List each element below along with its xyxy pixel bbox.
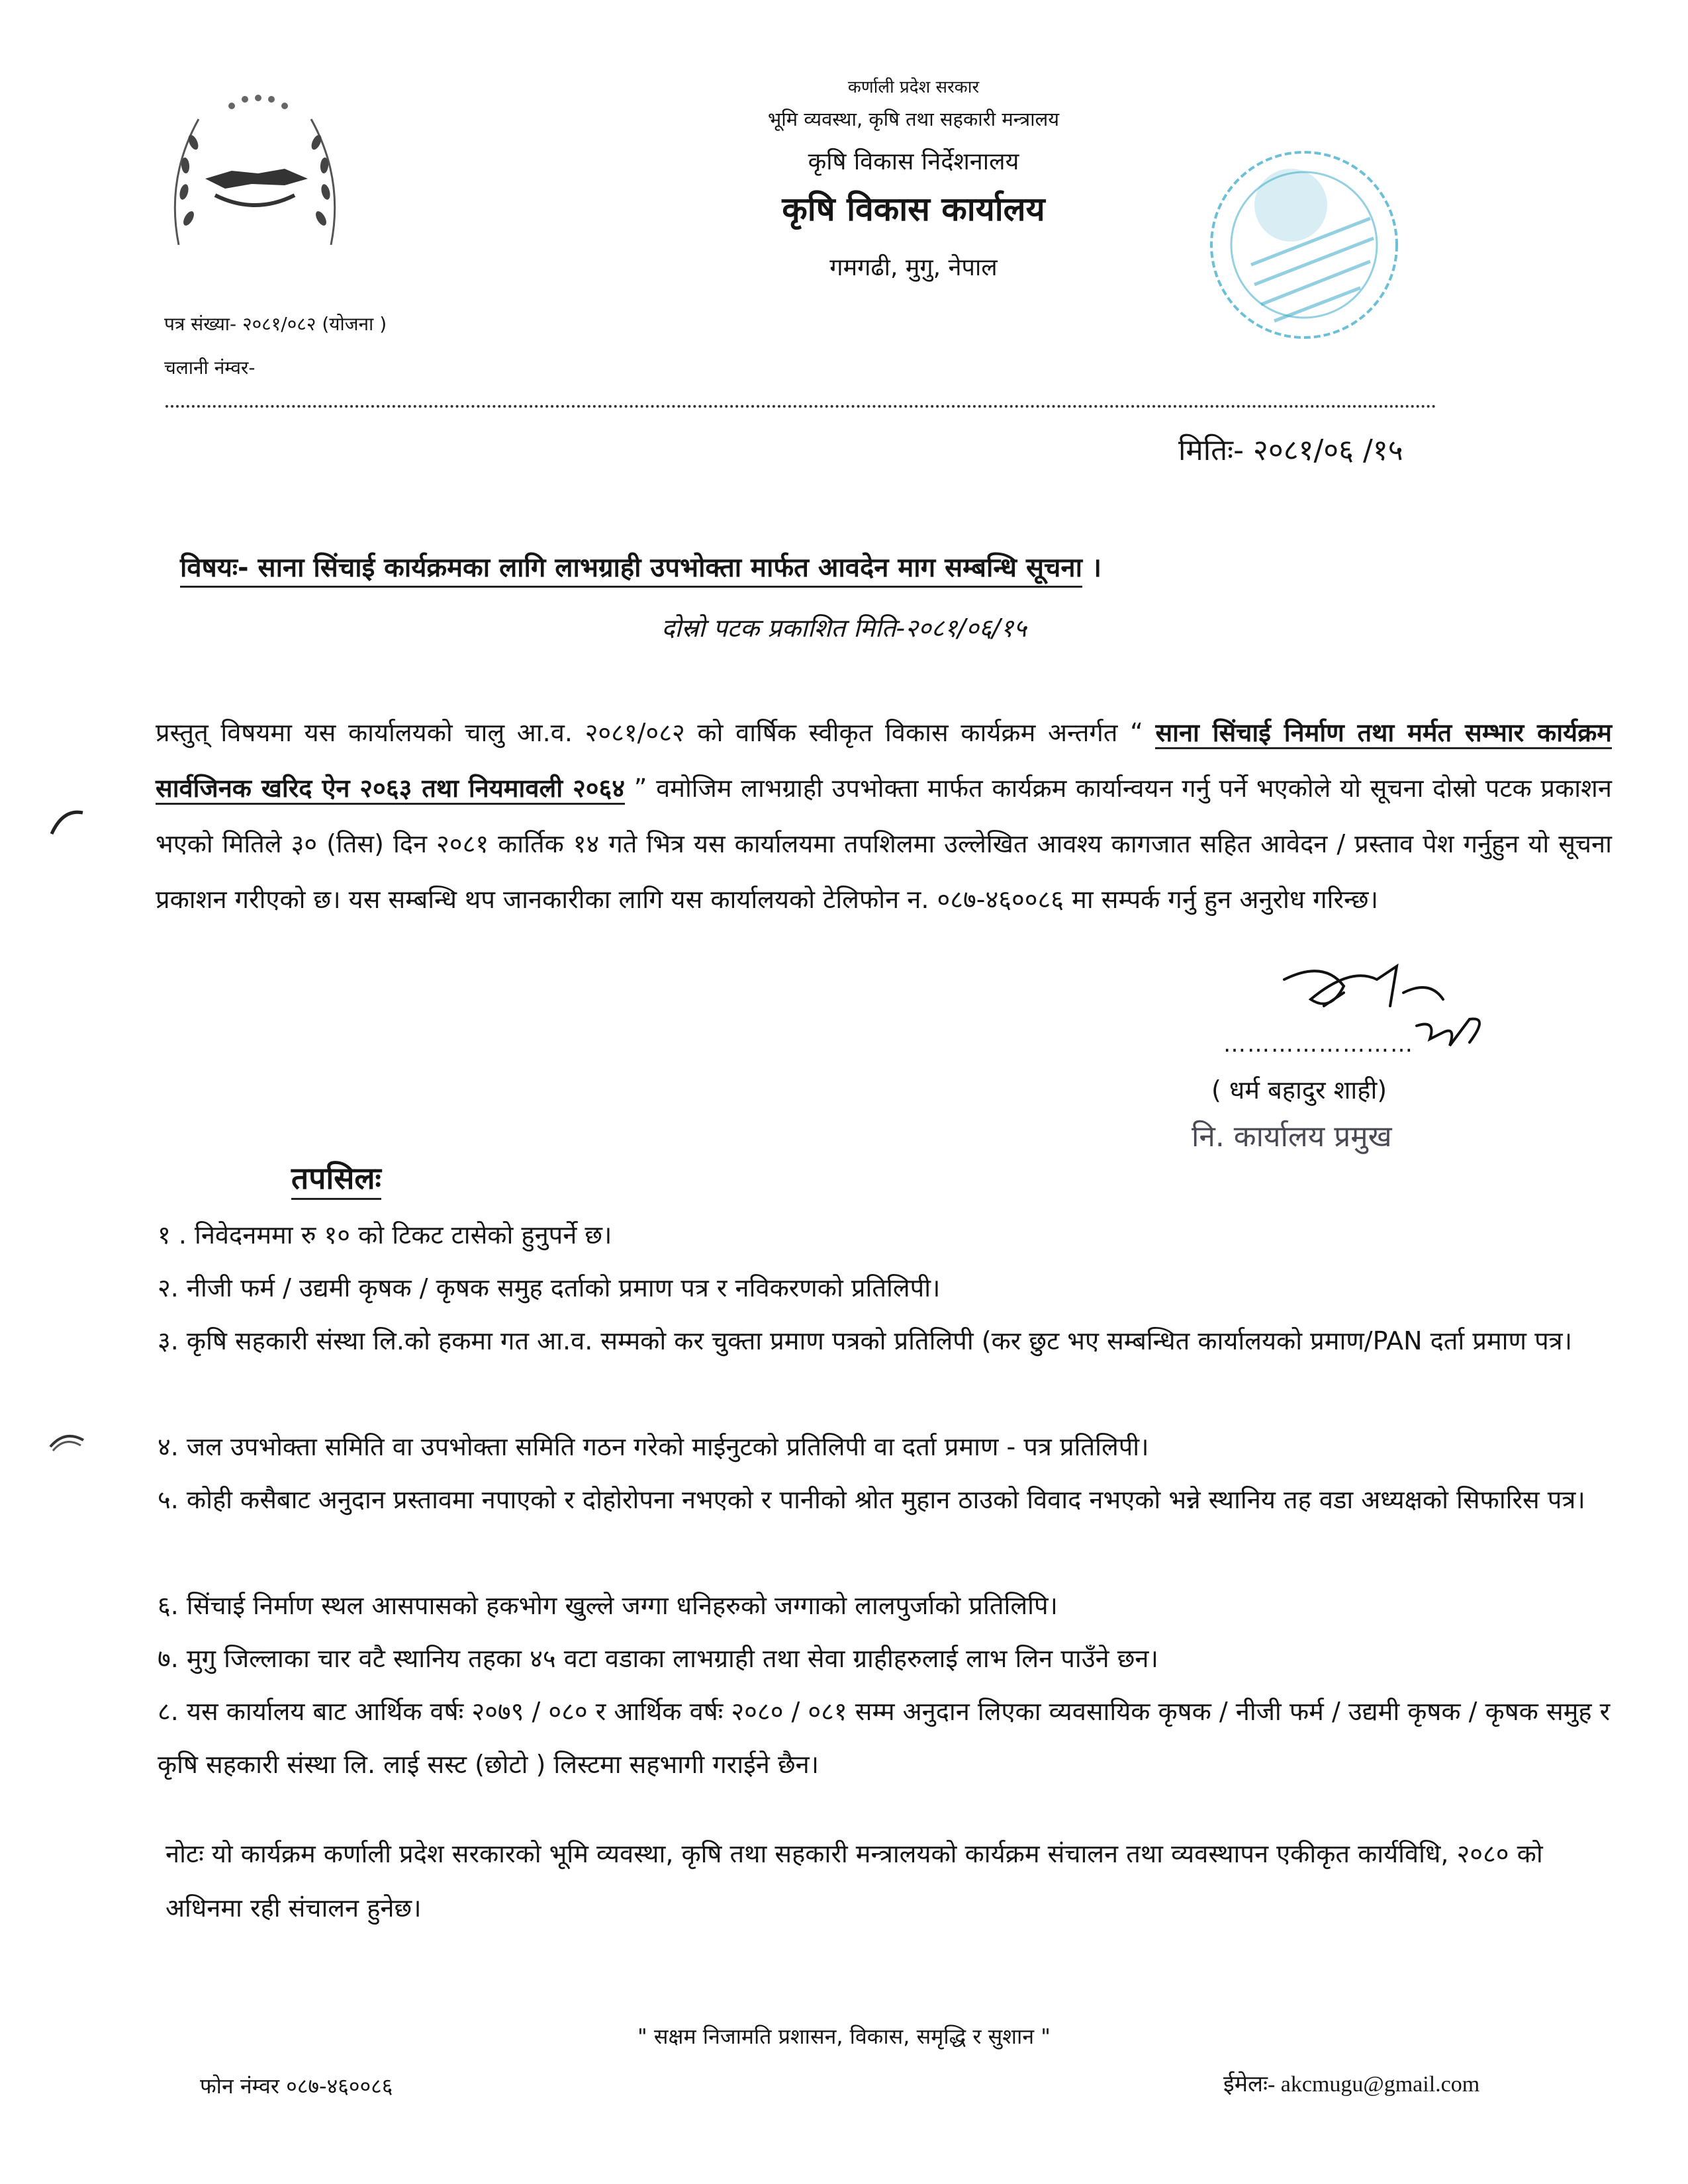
list-item: ८. यस कार्यालय बाट आर्थिक वर्षः २०७९ / ०८० र आर्थिक वर्षः २०८० / ०८१ सम्म अनुदान लिएका व्यवसायिक कृषक / नीजी फर्म / उद्यमी कृषक / कृषक समुह र कृषि सहकारी संस्था लि. लाई सस्ट (छोटो ) लिस्टमा सहभागी गराईने छैन। [158,1697,1611,1779]
published-date: दोस्रो पटक प्रकाशित मिति-२०८१/०६/१५ [661,614,1027,643]
header-office: कृषि विकास कार्यालय [782,190,1045,228]
subject-end-mark: । [1082,553,1102,583]
footer-phone: फोन नंम्वर ०८७-४६००८६ [200,2073,393,2099]
signatory-title: नि. कार्यालय प्रमुख [1192,1120,1392,1154]
nepal-government-emblem [152,79,357,271]
header-ministry: भूमि व्यवस्था, कृषि तथा सहकारी मन्त्रालय [767,108,1060,130]
signature-line: …………………… [1223,1031,1414,1058]
footer-email: ईमेलः- akcmugu@gmail.com [1223,2072,1480,2097]
body-part1: प्रस्तुत् विषयमा यस कार्यालयको चालु आ.व. २०८१/०८२ को वार्षिक स्वीकृत विकास कार्यक्रम अन्तर्गत “ [156,718,1156,747]
annex-title: तपसिलः [291,1157,381,1200]
list-item: २. नीजी फर्म / उद्यमी कृषक / कृषक समुह दर्ताको प्रमाण पत्र र नविकरणको प्रतिलिपी। [158,1273,941,1302]
footer-motto: " सक्षम निजामति प्रशासन, विकास, समृद्धि र सुशान " [637,2024,1051,2049]
dispatch-number: चलानी नंम्वर- [164,357,256,379]
body-part2: ” वमोजिम लाभग्राही उपभोक्ता मार्फत कार्यक्रम कार्यान्वयन गर्नु पर्ने भएकोले यो सूचना दोस्रो पटक प्रकाशन भएको मितिले ३० (तिस) दिन २०८१ कार्तिक १४ गते भित्र यस कार्यालयमा तपशिलमा उल्लेखित आवश्य कागजात सहित आवेदन / प्रस्ताव पेश गर्नुहुन यो सूचना प्रकाशन गरीएको छ। यस सम्बन्धि थप जानकारीका लागि यस कार्यालयको टेलिफोन न. ०८७-४६००८६ मा सम्पर्क गर्नु हुन अनुरोध गरिन्छ। [156,774,1612,914]
header-divider [165,405,1436,408]
list-item: ६. सिंचाई निर्माण स्थल आसपासको हकभोग खुल्ले जग्गा धनिहरुको जग्गाको लालपुर्जाको प्रतिलिपि। [158,1591,1058,1620]
signatory-name: ( धर्म बहादुर शाही) [1211,1075,1387,1105]
body-paragraph [156,705,1612,927]
header-directorate: कृषि विकास निर्देशनालय [808,148,1019,175]
list-item: ३. कृषि सहकारी संस्था लि.को हकमा गत आ.व. सम्मको कर चुक्ता प्रमाण पत्रको प्रतिलिपी (कर छुट भए सम्बन्धित कार्यालयको प्रमाण/PAN दर्ता प्रमाण पत्र। [158,1326,1573,1355]
office-stamp [1192,132,1417,357]
header-province: कर्णाली प्रदेश सरकार [847,77,980,97]
header-address: गमगढी, मुगु, नेपाल [829,254,998,281]
program-name: साना सिंचाई निर्माण तथा मर्मत सम्भार कार्यक्रम सार्वजिनक खरिद ऐन २०६३ तथा नियमावली २०६४ [156,718,1612,805]
subject-text: विषयः- साना सिंचाई कार्यक्रमका लागि लाभग्राही उपभोक्ता मार्फत आवदेन माग सम्बन्धि सूचना [180,553,1082,588]
letter-number: पत्र संख्या- २०८१/०८२ (योजना ) [164,313,387,335]
punch-hole-mark [46,807,86,838]
list-item: ५. कोही कसैबाट अनुदान प्रस्तावमा नपाएको र दोहोरोपना नभएको र पानीको श्रोत मुहान ठाउको विवाद नभएको भन्ने स्थानिय तह वडा अध्यक्षको सिफारिस पत्र। [158,1485,1585,1514]
list-item: ७. मुगु जिल्लाका चार वटै स्थानिय तहका ४५ वटा वडाका लाभग्राही तथा सेवा ग्राहीहरुलाई लाभ लिन पाउँने छन। [158,1644,1158,1673]
punch-hole-mark [46,1424,86,1455]
document-date: मितिः- २०८१/०६ /१५ [1178,433,1403,467]
note-paragraph: नोटः यो कार्यक्रम कर्णाली प्रदेश सरकारको भूमि व्यवस्था, कृषि तथा सहकारी मन्त्रालयको कार्यक्रम संचालन तथा व्यवस्थापन एकीकृत कार्यविधि, २०८० को अधिनमा रही संचालन हुनेछ। [165,1839,1543,1923]
list-item: १ . निवेदनममा रु १० को टिकट टासेको हुनुपर्ने छ। [158,1220,612,1250]
subject-line [180,548,1102,584]
list-item: ४. जल उपभोक्ता समिति वा उपभोक्ता समिति गठन गरेको माईनुटको प्रतिलिपी वा दर्ता प्रमाण - पत्र प्रतिलिपी। [158,1432,1149,1461]
